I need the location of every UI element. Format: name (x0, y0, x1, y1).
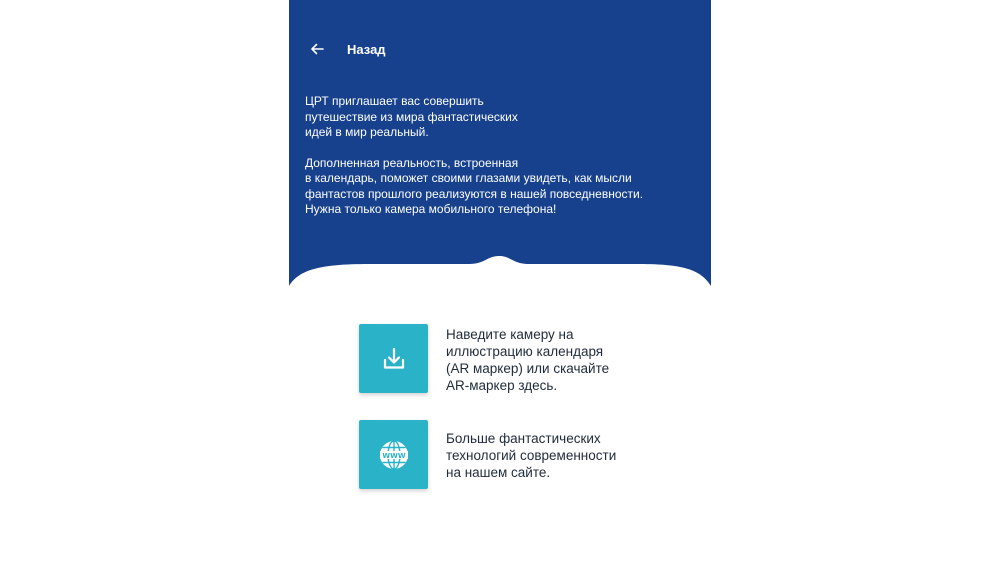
app-screen (289, 0, 711, 563)
download-tile[interactable] (359, 324, 428, 393)
ar-marker-download-item[interactable] (359, 324, 689, 394)
top-bar (289, 30, 711, 68)
website-link-text: Больше фантастических технологий современности на нашем сайте. (446, 431, 617, 480)
intro-text (305, 94, 697, 233)
website-link-item[interactable] (359, 420, 689, 489)
actions-list (359, 324, 689, 489)
arrow-left-icon (309, 41, 325, 57)
svg-text:WWW: WWW (381, 451, 406, 460)
intro-paragraph-1: ЦРТ приглашает вас совершить путешествие из мира фантастических идей в мир реальный. (305, 94, 518, 139)
back-label: Назад (347, 41, 386, 57)
www-globe-icon (377, 438, 411, 472)
ar-marker-download-text: Наведите камеру на иллюстрацию календаря (AR маркер) или скачайте AR-маркер здесь. (446, 327, 610, 393)
intro-paragraph-2: Дополненная реальность, встроенная в календарь, поможет своими глазами увидеть, как мысли фантастов прошлого реализуются в нашей повседневности. Нужна только камера мобильного телефона! (305, 155, 644, 216)
website-tile[interactable] (359, 420, 428, 489)
download-icon (380, 345, 408, 373)
hero-wave-divider (289, 250, 711, 300)
back-button[interactable] (289, 30, 398, 68)
